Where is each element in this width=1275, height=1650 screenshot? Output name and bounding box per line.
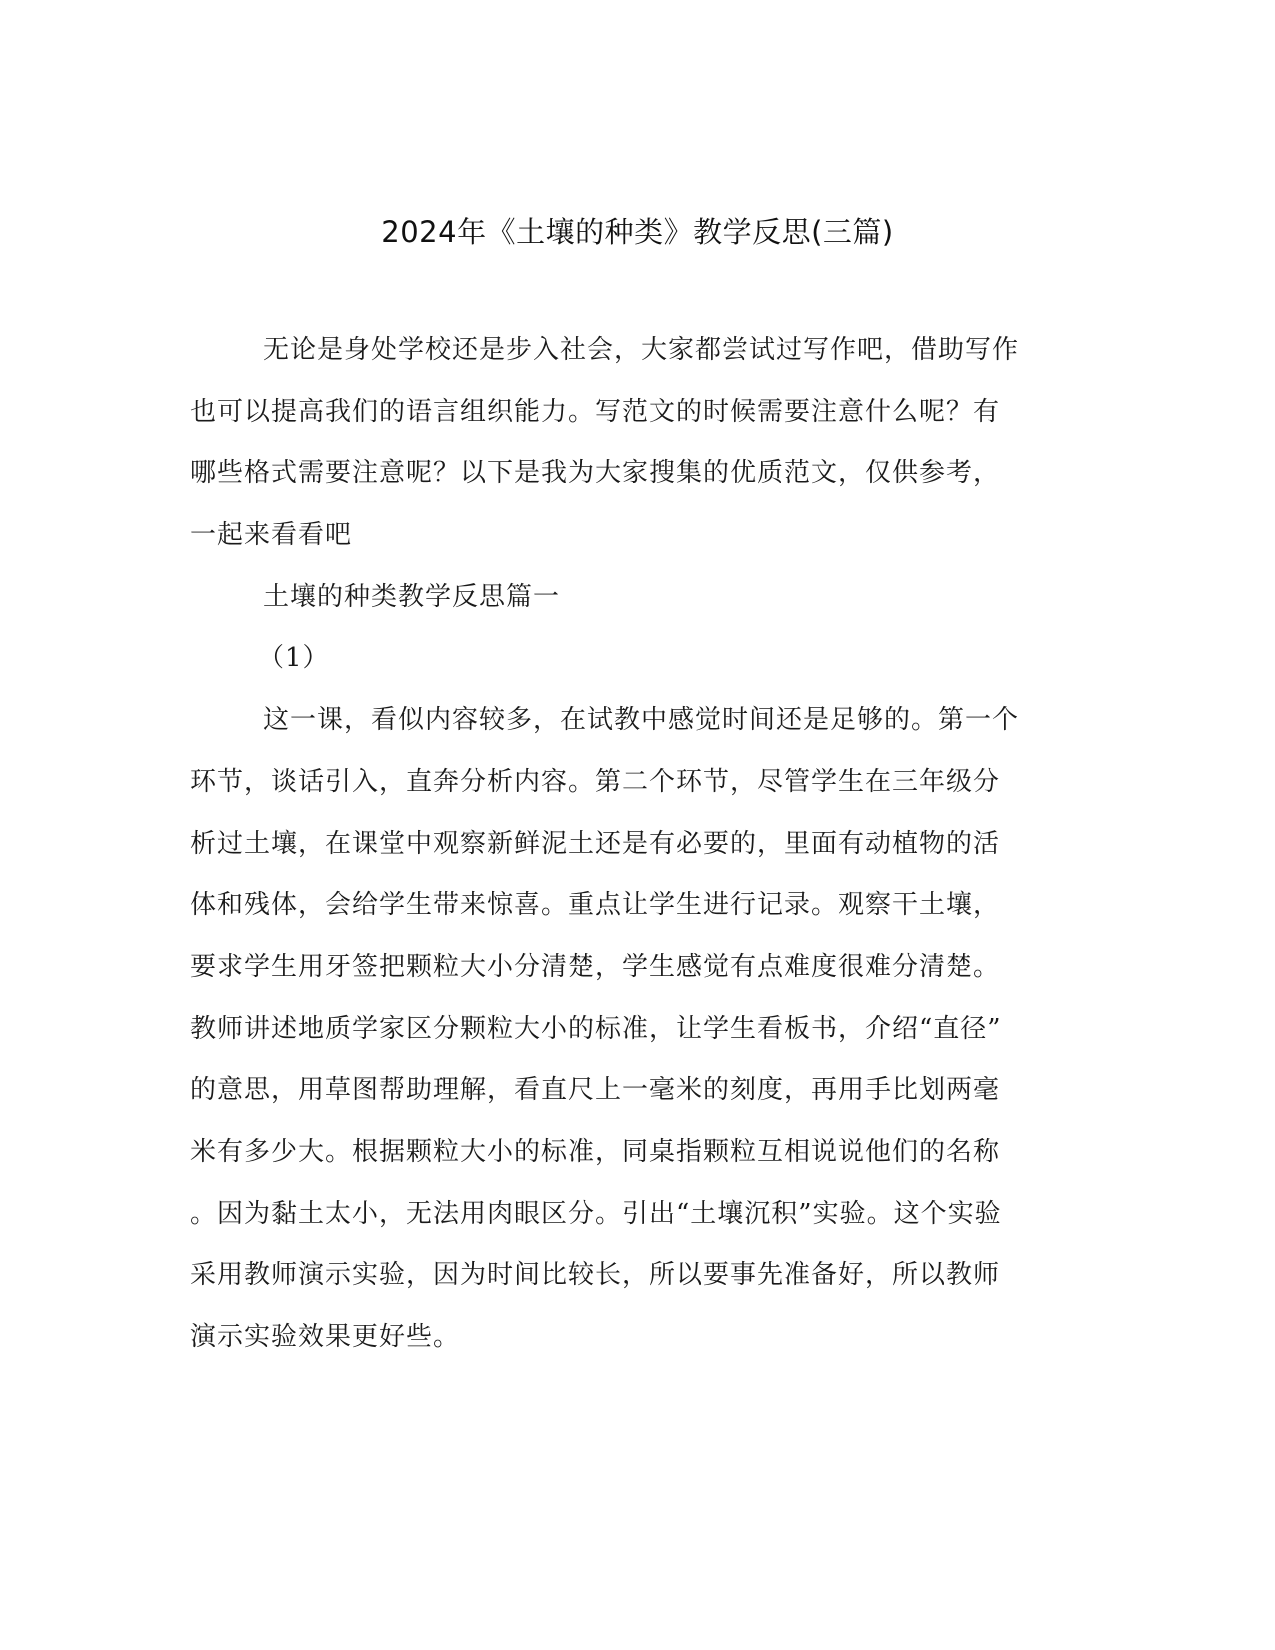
paragraph-line: 的意思，用草图帮助理解，看直尺上一毫米的刻度，再用手比划两毫 [190, 1075, 1001, 1106]
paragraph-line: 体和残体，会给学生带来惊喜。重点让学生进行记录。观察干土壤， [190, 890, 1001, 921]
paragraph-line: 环节，谈话引入，直奔分析内容。第二个环节，尽管学生在三年级分 [190, 766, 1001, 797]
paragraph-line: 这一课，看似内容较多，在试教中感觉时间还是足够的。第一个 [263, 705, 1020, 736]
intro-line: 也可以提高我们的语言组织能力。写范文的时候需要注意什么呢？有 [190, 396, 1001, 427]
paragraph-line: 演示实验效果更好些。 [190, 1322, 461, 1352]
item-number: （1） [258, 643, 330, 674]
intro-line: 一起来看看吧 [190, 520, 353, 551]
paragraph-line: 要求学生用牙签把颗粒大小分清楚，学生感觉有点难度很难分清楚。 [190, 951, 1001, 982]
paragraph-line: 采用教师演示实验，因为时间比较长，所以要事先准备好，所以教师 [190, 1260, 1001, 1291]
section-heading: 土壤的种类教学反思篇一 [263, 581, 561, 612]
document-body [190, 320, 1080, 1369]
intro-line: 无论是身处学校还是步入社会，大家都尝试过写作吧，借助写作 [263, 335, 1020, 365]
paragraph-line: 。因为黏土太小，无法用肉眼区分。引出“土壤沉积”实验。这个实验 [190, 1198, 1002, 1229]
paragraph-line: 教师讲述地质学家区分颗粒大小的标准，让学生看板书，介绍“直径” [190, 1013, 1002, 1044]
paragraph-line: 析过土壤，在课堂中观察新鲜泥土还是有必要的，里面有动植物的活 [190, 828, 1001, 859]
document-title: 2024年《土壤的种类》教学反思(三篇) [381, 215, 894, 249]
intro-line: 哪些格式需要注意呢？以下是我为大家搜集的优质范文，仅供参考， [190, 458, 1001, 489]
paragraph-line: 米有多少大。根据颗粒大小的标准，同桌指颗粒互相说说他们的名称 [190, 1136, 1001, 1167]
